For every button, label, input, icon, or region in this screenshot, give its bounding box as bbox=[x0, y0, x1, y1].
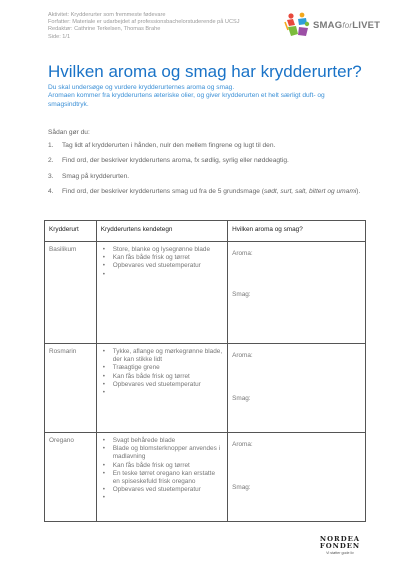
trait-item: • Kan fås både frisk og tørret bbox=[101, 462, 223, 470]
trait-item: • Tykke, aflange og mørkegrønne blade, der kan stikke lidt bbox=[101, 348, 223, 364]
smag-label: Smag: bbox=[232, 484, 251, 491]
logo-text-livet: LIVET bbox=[352, 20, 381, 31]
step-text: Smag på krydderurten. bbox=[62, 172, 130, 180]
step-text: Tag lidt af krydderurten i hånden, nulr den mellem fingrene og lugt til den. bbox=[62, 142, 276, 149]
trait-item: • Svagt behårede blade bbox=[101, 437, 223, 445]
step-item bbox=[48, 173, 368, 181]
step-text-end: ). bbox=[356, 188, 361, 196]
trait-item: • Opbevares ved stuetemperatur bbox=[101, 381, 223, 389]
trait-item: • Opbevares ved stuetemperatur bbox=[101, 262, 223, 270]
table-row bbox=[45, 344, 366, 433]
page-title: Hvilken aroma og smag har krydderurter? bbox=[48, 62, 362, 81]
logo-text-for: for bbox=[342, 21, 353, 30]
trait-item: • Træagtige grene bbox=[101, 364, 223, 372]
herb-name: Basilikum bbox=[45, 242, 97, 344]
meta-activity: Aktivitet: Krydderurter som fremmeste fødevare bbox=[48, 12, 166, 18]
intro-line-2: Aromaen kommer fra krydderurtens æteriske olier, og giver krydderurten et helt særligt duft- og smagsindtryk. bbox=[48, 92, 325, 108]
nordea-fonden-logo bbox=[318, 536, 362, 555]
table-header-row bbox=[45, 221, 366, 242]
logo-line-1: NORDEA bbox=[319, 535, 361, 543]
step-item bbox=[48, 142, 368, 150]
meta-editor: Redaktør: Cathrine Terkelsen, Thomas Brahe bbox=[48, 26, 161, 33]
step-number: 2. bbox=[48, 157, 54, 165]
step-number: 4. bbox=[48, 188, 54, 196]
intro-line-1: Du skal undersøge og vurdere krydderurternes aroma og smag. bbox=[48, 84, 235, 91]
herb-name: Rosmarin bbox=[45, 344, 97, 433]
aroma-taste-cell[interactable] bbox=[228, 242, 366, 344]
step-item bbox=[48, 188, 368, 196]
meta-page: Side: 1/1 bbox=[48, 33, 71, 40]
herb-traits bbox=[96, 242, 227, 344]
trait-item: • Store, blanke og lysegrønne blade bbox=[101, 246, 223, 254]
herb-name: Oregano bbox=[45, 433, 97, 522]
step-text: Find ord, der beskriver krydderurtens aroma, fx sødlig, syrlig eller nøddeagtig. bbox=[62, 157, 289, 165]
logo-text-smag: SMAG bbox=[313, 20, 343, 31]
trait-item: • Opbevares ved stuetemperatur bbox=[101, 486, 223, 494]
logo-tagline: Vi støtter gode liv bbox=[326, 551, 354, 555]
trait-item: • Kan fås både frisk og tørret bbox=[101, 373, 223, 381]
intro-text bbox=[48, 84, 358, 109]
herb-traits bbox=[96, 344, 227, 433]
aroma-label: Aroma: bbox=[232, 250, 253, 257]
aroma-label: Aroma: bbox=[232, 352, 253, 359]
step-text: Find ord, der beskriver krydderurtens smag ud fra de 5 grundsmage ( bbox=[62, 188, 264, 196]
trait-item: • Kan fås både frisk og tørret bbox=[101, 254, 223, 262]
meta-author: Forfatter: Materiale er udarbejdet af professionsbachelorstuderende på UCSJ bbox=[48, 19, 240, 26]
smag-label: Smag: bbox=[232, 395, 251, 402]
column-header-traits: Krydderurtens kendetegn bbox=[96, 221, 227, 242]
aroma-taste-cell[interactable] bbox=[228, 433, 366, 522]
smag-for-livet-logo bbox=[283, 10, 393, 40]
figures-logo-icon bbox=[283, 10, 313, 40]
logo-line-2: FONDEN bbox=[319, 542, 361, 550]
table-row bbox=[45, 433, 366, 522]
herb-table bbox=[44, 220, 366, 522]
smag-label: Smag: bbox=[232, 291, 251, 298]
aroma-label: Aroma: bbox=[232, 441, 253, 448]
document-header-meta bbox=[48, 12, 288, 41]
how-to-label: Sådan gør du: bbox=[48, 129, 90, 136]
column-header-aroma-taste: Hvilken aroma og smag? bbox=[228, 221, 366, 242]
herb-traits bbox=[96, 433, 227, 522]
trait-item: • En teske tørret oregano kan erstatte en spiseskefuld frisk oregano bbox=[101, 470, 223, 486]
column-header-herb: Krydderurt bbox=[45, 221, 97, 242]
aroma-taste-cell[interactable] bbox=[228, 344, 366, 433]
step-text-italic: sødt, surt, salt, bittert og umami bbox=[263, 188, 357, 196]
table-row bbox=[45, 242, 366, 344]
trait-item: • Blade og blomsterknopper anvendes i madlavning bbox=[101, 445, 223, 461]
step-number: 1. bbox=[48, 142, 54, 149]
steps-list bbox=[48, 142, 368, 197]
step-number: 3. bbox=[48, 172, 54, 180]
step-item bbox=[48, 157, 368, 165]
